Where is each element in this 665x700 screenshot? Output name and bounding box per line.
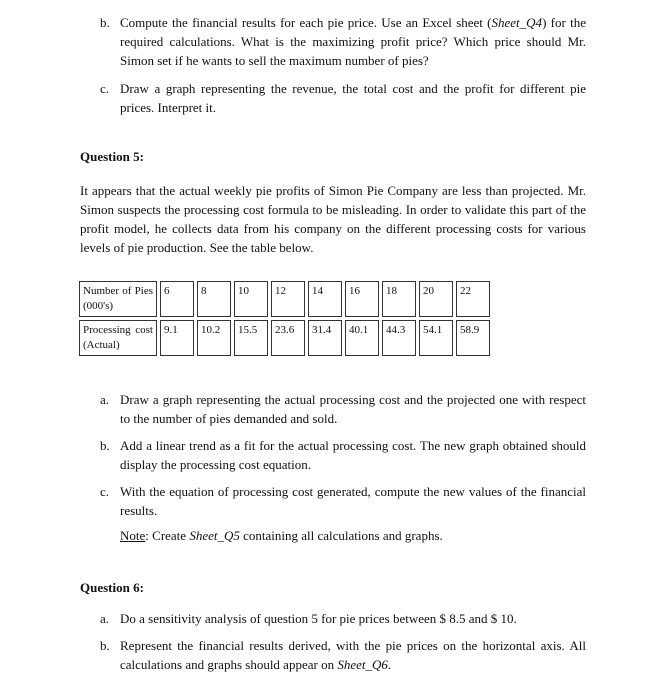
q5-note bbox=[120, 526, 586, 545]
question-6-heading: Question 6: bbox=[80, 580, 144, 595]
item-label: a. bbox=[100, 611, 110, 626]
table-cell: 8 bbox=[197, 281, 231, 317]
table-cell: 9.1 bbox=[160, 320, 194, 356]
table-cell: 20 bbox=[419, 281, 453, 317]
sheet-name: Sheet_Q6 bbox=[337, 657, 388, 672]
table-cell: 31.4 bbox=[308, 320, 342, 356]
note-label: Note bbox=[120, 528, 146, 543]
item-label: c. bbox=[100, 484, 110, 499]
item-text: Draw a graph representing the revenue, the total cost and the profit for different pie prices. Interpret it. bbox=[120, 81, 586, 115]
text-part: Compute the financial results for each pie price. Use an Excel sheet ( bbox=[120, 15, 492, 30]
item-text bbox=[120, 13, 586, 70]
question-5-intro: It appears that the actual weekly pie profits of Simon Pie Company are less than projected. Mr. Simon suspects the processing cost formula to be misleading. In order to validate this part of the profit model, he collects data from his company on the different processing costs for various levels of pie production. See the table below. bbox=[80, 183, 586, 255]
table-cell: 10 bbox=[234, 281, 268, 317]
q5-item-c bbox=[100, 482, 586, 520]
text-part: . bbox=[387, 657, 392, 672]
item-text: Add a linear trend as a fit for the actual processing cost. The new graph obtained should display the processing cost equation. bbox=[120, 438, 586, 472]
table-cell: 58.9 bbox=[456, 320, 490, 356]
table-cell: 15.5 bbox=[234, 320, 268, 356]
table-row bbox=[79, 281, 490, 317]
item-text: Draw a graph representing the actual processing cost and the projected one with respect to the number of pies demanded and sold. bbox=[120, 392, 586, 426]
table-cell: 40.1 bbox=[345, 320, 379, 356]
q6-item-a bbox=[100, 609, 586, 628]
text-part: : Create bbox=[145, 528, 190, 543]
text-part: containing all calculations and graphs. bbox=[239, 528, 443, 543]
q4-item-c bbox=[100, 79, 586, 117]
q5-item-a bbox=[100, 390, 586, 428]
q4-item-b bbox=[100, 13, 586, 70]
table-cell: 6 bbox=[160, 281, 194, 317]
item-label: a. bbox=[100, 392, 110, 407]
table-cell: 10.2 bbox=[197, 320, 231, 356]
table-cell: 18 bbox=[382, 281, 416, 317]
table-cell: 22 bbox=[456, 281, 490, 317]
q6-item-b bbox=[100, 636, 586, 674]
row-header: Processing cost (Actual) bbox=[79, 320, 157, 356]
item-text: With the equation of processing cost generated, compute the new values of the financial results. bbox=[120, 484, 586, 518]
text-part: ) for the required calculations. What is the maximizing profit price? Which price should Mr. Simon set if he wants to sell the maximum number of pies? bbox=[120, 15, 586, 68]
table-cell: 23.6 bbox=[271, 320, 305, 356]
sheet-name: Sheet_Q4 bbox=[491, 15, 543, 30]
table-cell: 14 bbox=[308, 281, 342, 317]
table-cell: 16 bbox=[345, 281, 379, 317]
table-cell: 44.3 bbox=[382, 320, 416, 356]
item-text bbox=[120, 636, 586, 674]
sheet-name: Sheet_Q5 bbox=[189, 528, 240, 543]
processing-cost-table bbox=[76, 278, 493, 359]
question-5-heading: Question 5: bbox=[80, 149, 144, 164]
text-part: Represent the financial results derived, with the pie prices on the horizontal axis. All calculations and graphs should appear on bbox=[120, 638, 586, 672]
item-label: b. bbox=[100, 15, 110, 30]
item-label: b. bbox=[100, 438, 110, 453]
row-header: Number of Pies (000's) bbox=[79, 281, 157, 317]
item-label: b. bbox=[100, 638, 110, 653]
table-cell: 12 bbox=[271, 281, 305, 317]
item-text: Do a sensitivity analysis of question 5 for pie prices between $ 8.5 and $ 10. bbox=[120, 611, 517, 626]
table-row bbox=[79, 320, 490, 356]
table-cell: 54.1 bbox=[419, 320, 453, 356]
q5-item-b bbox=[100, 436, 586, 474]
item-label: c. bbox=[100, 81, 110, 96]
